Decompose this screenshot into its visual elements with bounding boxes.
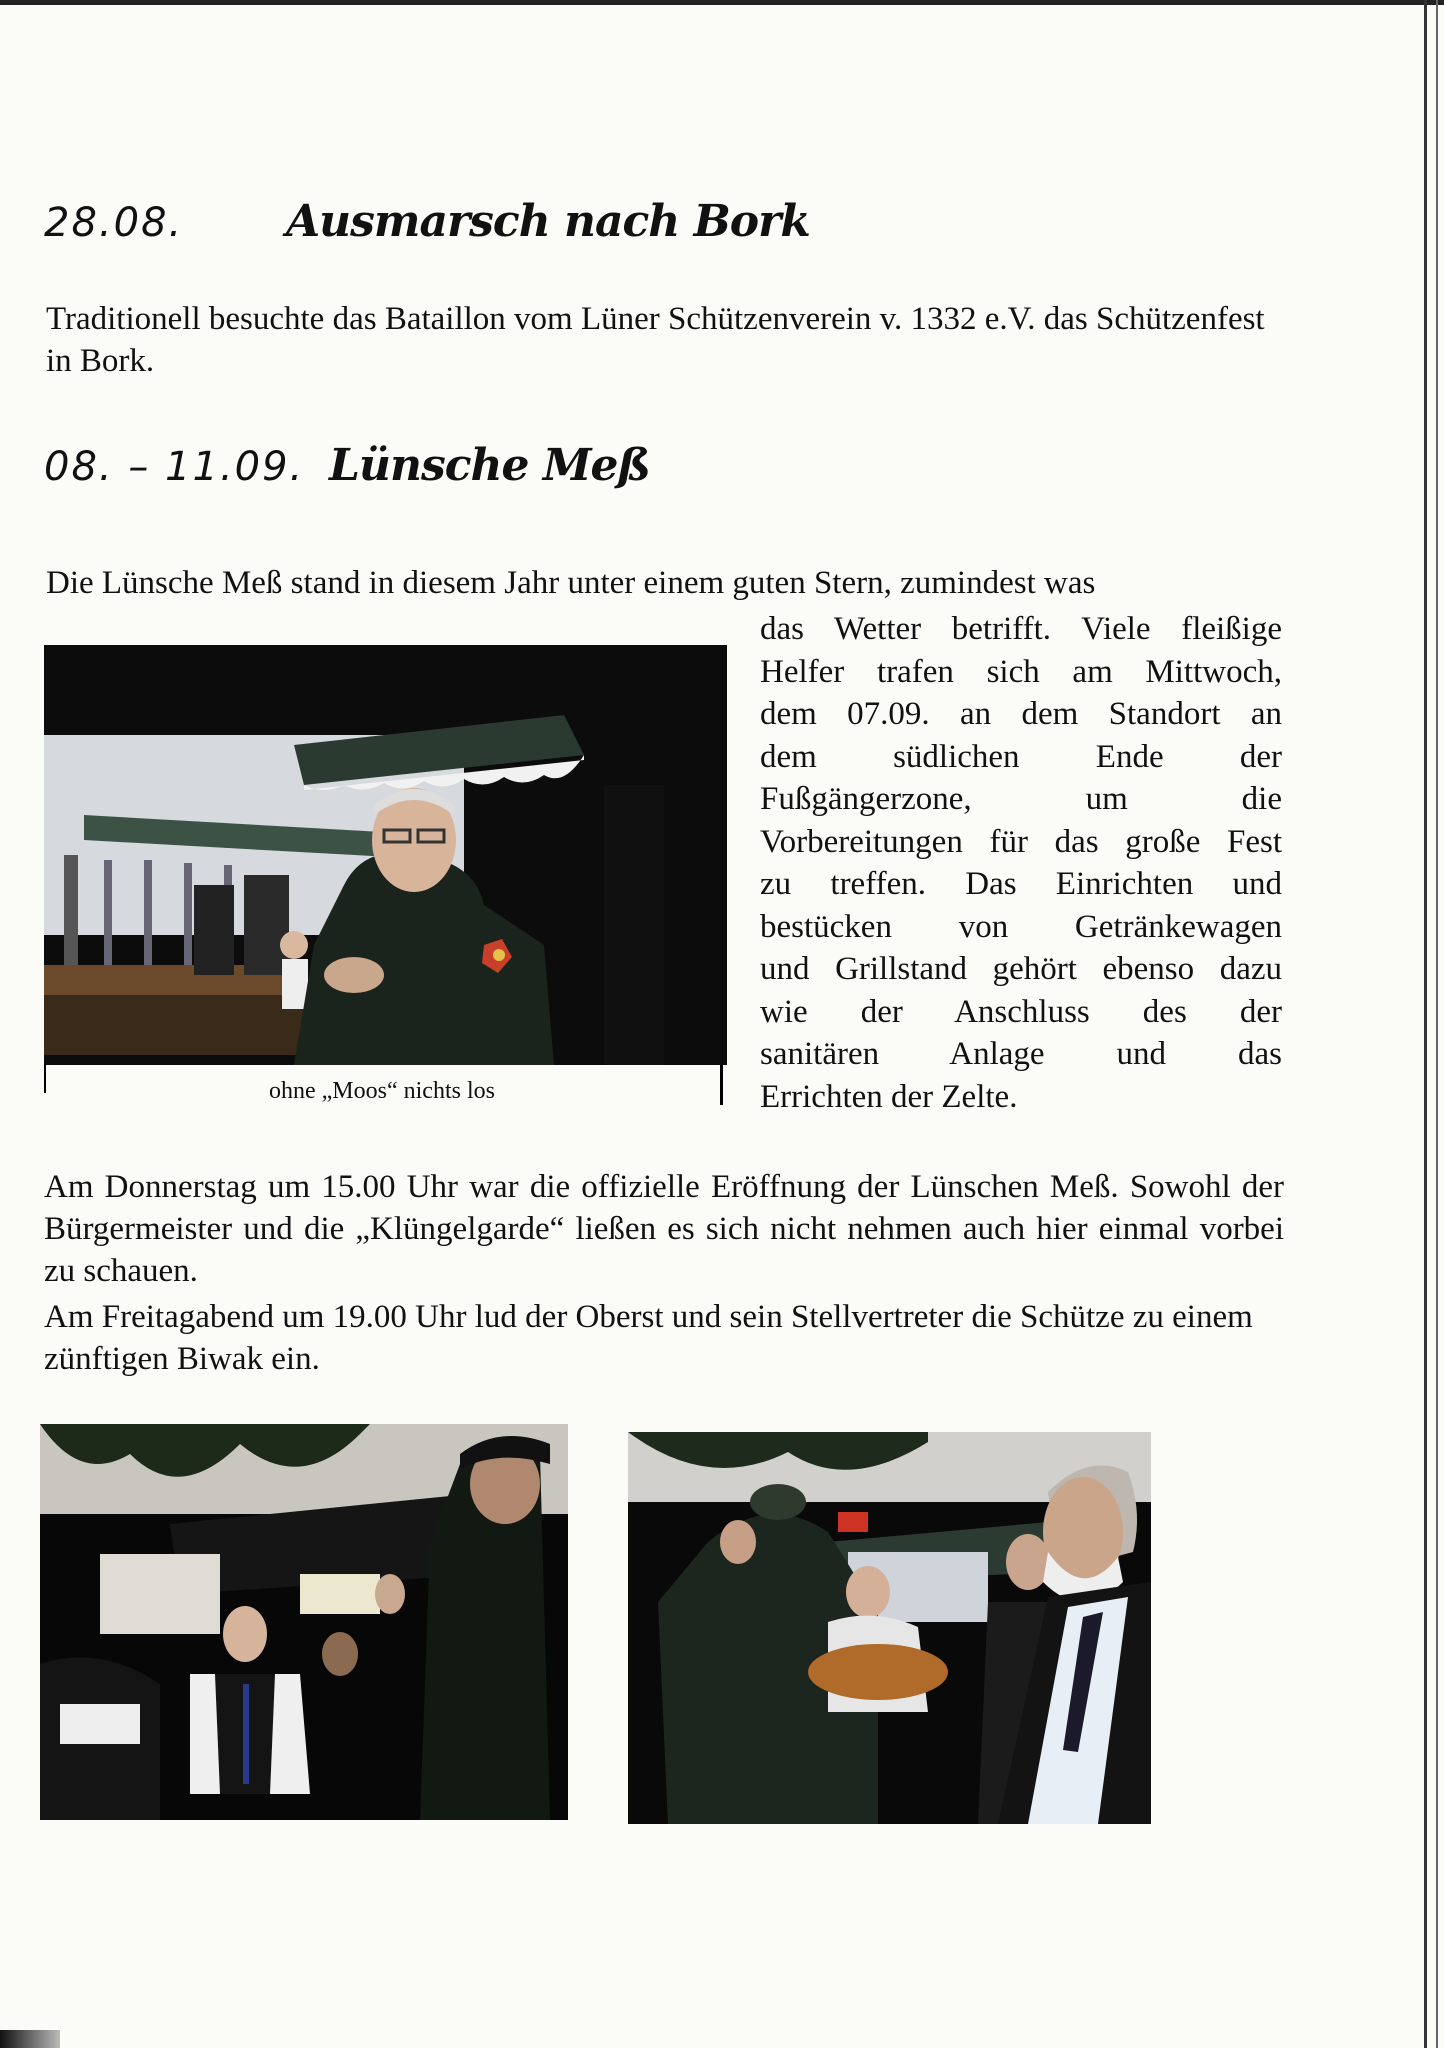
text-line: Fußgängerzone, um die <box>760 781 1282 817</box>
text-line: dem südlichen Ende der <box>760 738 1282 775</box>
scan-edge-right-inner <box>1436 0 1438 2048</box>
scan-edge-top <box>0 0 1444 5</box>
text-line: bestücken von Getränkewagen <box>760 908 1282 945</box>
photo-stand-man <box>44 645 727 1065</box>
text-line: zu treffen. Das Einrichten und <box>760 866 1282 902</box>
text-line: Helfer trafen sich am Mittwoch, <box>760 653 1282 690</box>
text-line: und Grillstand gehört ebenso dazu <box>760 951 1282 987</box>
paragraph-opening: Am Donnerstag um 15.00 Uhr war die offizielle Eröffnung der Lünschen Meß. Sowohl der Bürgermeister und die „Klüngelgarde“ ließen es sich nicht nehmen auch hier einmal vorbei zu schauen. <box>44 1169 1284 1289</box>
photo-frame-right <box>720 1065 723 1105</box>
section-text-bork: Traditionell besuchte das Bataillon vom Lüner Schützenverein v. 1332 e.V. das Schützenfest in Bork. <box>46 301 1265 379</box>
photo-biwak-right <box>628 1432 1151 1824</box>
section-title: Lünsche Meß <box>329 440 650 491</box>
text-line: das Wetter betrifft. Viele fleißige <box>760 611 1282 647</box>
text-line: Errichten der Zelte. <box>760 1078 1018 1115</box>
section-date: 28.08. <box>44 200 184 246</box>
text-line: dem 07.09. an dem Standort an <box>760 696 1282 732</box>
text-line: Vorbereitungen für das große Fest <box>760 823 1282 860</box>
wrap-text-block <box>760 608 1282 1118</box>
text-line: sanitären Anlage und das <box>760 1036 1282 1072</box>
intro-line: Die Lünsche Meß stand in diesem Jahr unter einem guten Stern, zumindest was <box>46 565 1096 601</box>
scan-edge-right <box>1424 0 1427 2048</box>
section-heading-mess <box>44 440 650 491</box>
photo-caption: ohne „Moos“ nichts los <box>269 1078 495 1104</box>
section-title: Ausmarsch nach Bork <box>285 196 810 247</box>
section-heading-bork <box>44 196 810 247</box>
paragraph-biwak: Am Freitagabend um 19.00 Uhr lud der Oberst und sein Stellvertreter die Schütze zu einem zünftigen Biwak ein. <box>44 1299 1253 1377</box>
text-line: wie der Anschluss des der <box>760 993 1282 1030</box>
section-date: 08. – 11.09. <box>44 444 305 490</box>
scan-shadow-corner <box>0 2030 60 2048</box>
photo-biwak-left <box>40 1424 568 1820</box>
